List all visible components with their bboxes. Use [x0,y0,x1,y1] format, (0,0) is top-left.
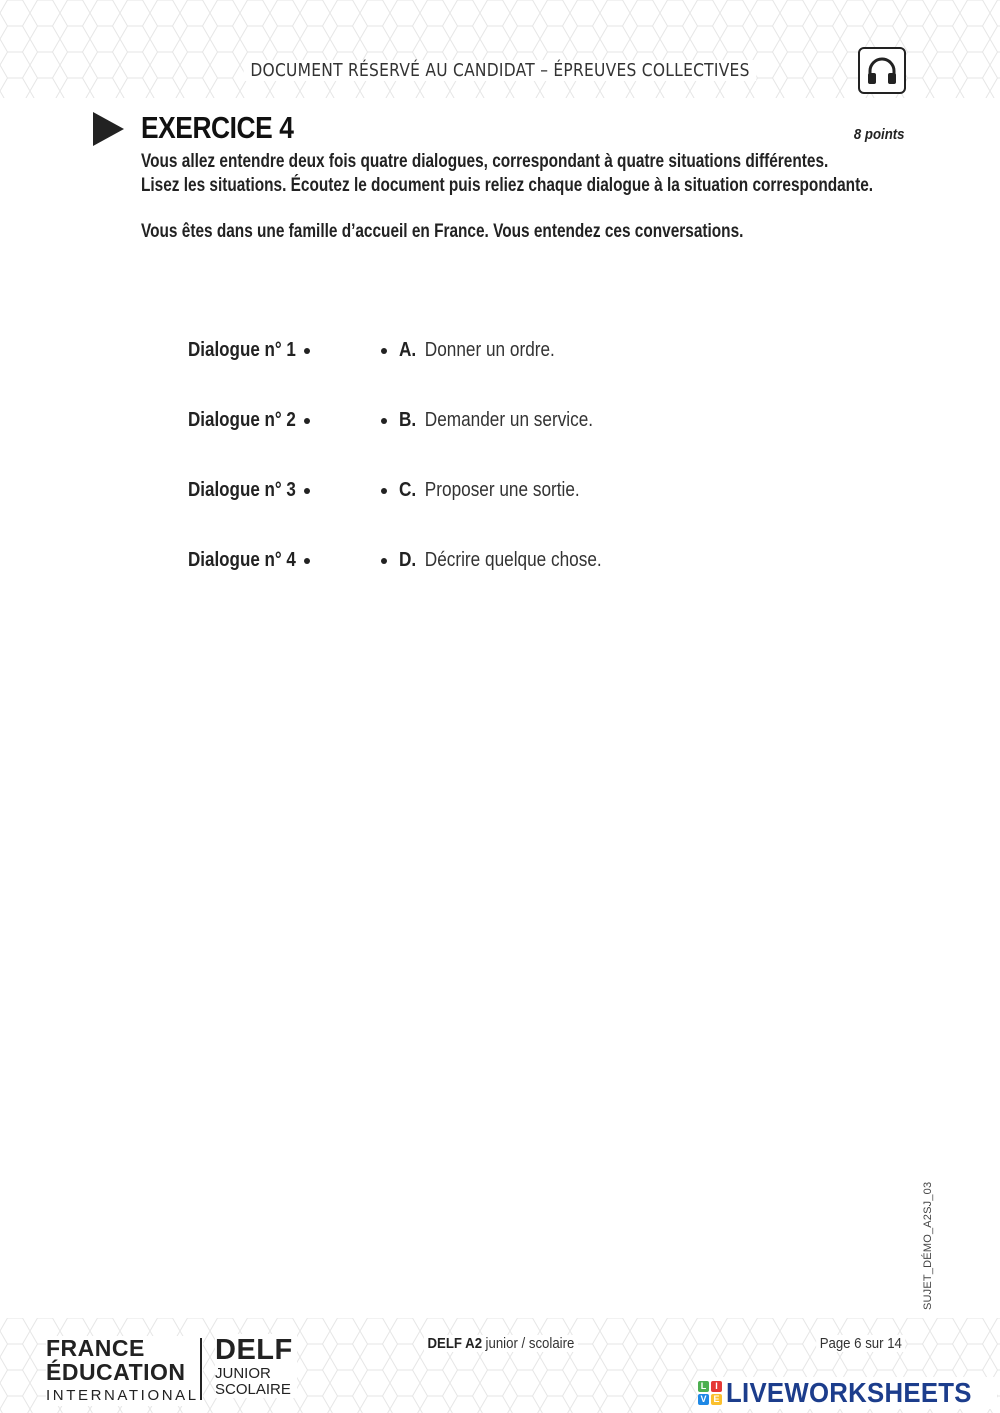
hexagon-pattern-top [0,0,1000,98]
match-dot-right[interactable] [381,558,387,564]
play-icon [93,112,124,146]
page-number: Page 6 sur 14 [816,1335,905,1352]
instruction-line-1: Vous allez entendre deux fois quatre dialogues, correspondant à quatre situations différentes. [141,151,829,172]
headphones-icon [858,47,906,94]
instruction-line-2: Lisez les situations. Écoutez le document puis reliez chaque dialogue à la situation correspondante. [141,175,874,196]
exam-label: DELF A2 junior / scolaire [424,1335,578,1352]
dialogue-label: Dialogue n° 1 [188,339,296,361]
match-dot-left[interactable] [304,418,310,424]
liveworksheets-grid-icon: L I V E [698,1381,722,1405]
header-title: DOCUMENT RÉSERVÉ AU CANDIDAT – ÉPREUVES COLLECTIVES [70,60,930,81]
delf-junior-logo: DELF JUNIOR SCOLAIRE [215,1334,297,1398]
france-education-logo: FRANCE ÉDUCATION INTERNATIONAL [46,1336,203,1406]
match-dot-right[interactable] [381,348,387,354]
exercise-points: 8 points [854,126,905,143]
option-text: A. Donner un ordre. [399,339,555,361]
match-dot-right[interactable] [381,418,387,424]
option-text: C. Proposer une sortie. [399,479,580,501]
match-dot-left[interactable] [304,558,310,564]
exercise-title: EXERCICE 4 [141,110,294,145]
option-text: D. Décrire quelque chose. [399,549,602,571]
logo-divider [200,1338,202,1400]
matching-row-4 [188,549,788,575]
document-code: SUJET_DÉMO_A2SJ_03 [922,1181,934,1310]
match-dot-left[interactable] [304,488,310,494]
matching-row-2 [188,409,788,435]
matching-row-1 [188,339,788,365]
dialogue-label: Dialogue n° 3 [188,479,296,501]
match-dot-left[interactable] [304,348,310,354]
option-text: B. Demander un service. [399,409,594,431]
dialogue-label: Dialogue n° 2 [188,409,296,431]
context-text: Vous êtes dans une famille d’accueil en France. Vous entendez ces conversations. [141,221,744,242]
matching-row-3 [188,479,788,505]
match-dot-right[interactable] [381,488,387,494]
liveworksheets-logo[interactable]: L I V E LIVEWORKSHEETS [698,1377,997,1409]
dialogue-label: Dialogue n° 4 [188,549,296,571]
